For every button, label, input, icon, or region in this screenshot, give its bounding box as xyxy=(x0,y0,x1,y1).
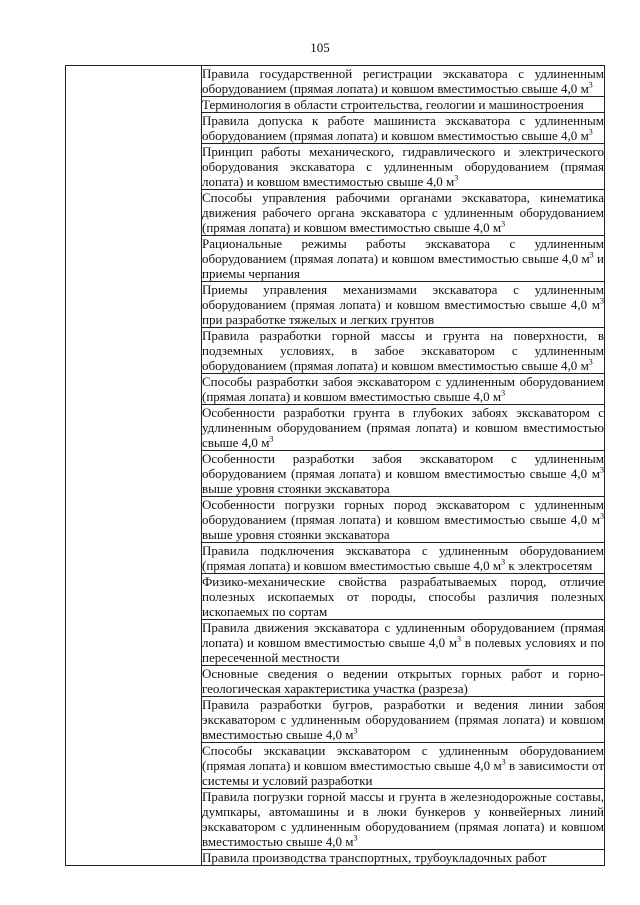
list-item xyxy=(202,144,604,190)
unit-exponent: 3 xyxy=(600,296,604,306)
unit-label: $м^3$ xyxy=(257,434,274,450)
list-item-continuation: выше уровня стоянки экскаватора xyxy=(202,527,390,542)
unit-label: $м^3$ xyxy=(442,173,459,189)
list-item-text: Особенности разработки грунта в глубоких забоях экскаватором с удлиненным оборудованием (прямая лопата) и ковшом вместимостью свыше 4,0 xyxy=(202,405,604,450)
list-item-text: Принцип работы механического, гидравлического и электрического оборудования экскаватора с удлиненным оборудованием (прямая лопата) и ковшом вместимостью свыше 4,0 xyxy=(202,144,604,189)
list-item xyxy=(202,574,604,620)
table-row xyxy=(66,66,605,866)
unit-exponent: 3 xyxy=(457,634,462,644)
list-item-continuation: и приемы черпания xyxy=(202,251,604,281)
list-item-continuation: при разработке тяжелых и легких грунтов xyxy=(202,312,435,327)
list-item-text: Правила государственной регистрации экскаватора с удлиненным оборудованием (прямая лопата) и ковшом вместимостью свыше 4,0 xyxy=(202,66,604,96)
unit-label: $м^3$ xyxy=(577,127,593,143)
list-item xyxy=(202,666,604,697)
unit-label: $м^3$ xyxy=(445,634,462,650)
empty-left-cell xyxy=(66,66,202,866)
list-item-text: Физико-механические свойства разрабатываемых пород, отличие полезных ископаемых от породы, способы различия полезных ископаемых по сортам xyxy=(202,574,604,619)
list-item-text: Особенности погрузки горных пород экскаватором с удлиненным оборудованием (прямая лопата) и ковшом вместимостью свыше 4,0 xyxy=(202,497,604,527)
list-item-text: Правила погрузки горной массы и грунта в железнодорожные составы, думпкары, автомашины и в люки бункеров у конвейерных линий экскаватором с удлиненным оборудованием (прямая лопата) и ковшом вместимостью свыше 4,0 xyxy=(202,789,604,849)
list-item-continuation: выше уровня стоянки экскаватора xyxy=(202,481,390,496)
unit-label: $м^3$ xyxy=(587,511,604,527)
list-item-text: Правила разработки горной массы и грунта на поверхности, в подземных условиях, в забое экскаватором с удлиненным оборудованием (прямая лопата) и ковшом вместимостью свыше 4,0 xyxy=(202,328,604,373)
list-item-text: Терминология в области строительства, геологии и машиностроения xyxy=(202,97,584,112)
list-item xyxy=(202,543,604,574)
unit-label: $м^3$ xyxy=(578,250,594,266)
list-item-continuation: к электросетям xyxy=(505,558,593,573)
list-item xyxy=(202,328,604,374)
unit-label: $м^3$ xyxy=(490,757,506,773)
unit-label: $м^3$ xyxy=(577,80,593,96)
unit-label: $м^3$ xyxy=(341,726,358,742)
requirements-table xyxy=(65,65,605,866)
unit-label: $м^3$ xyxy=(489,557,506,573)
list-item-text: Правила производства транспортных, трубоукладочных работ xyxy=(202,850,547,865)
list-item-text: Приемы управления механизмами экскаватора с удлиненным оборудованием (прямая лопата) и ковшом вместимостью свыше 4,0 xyxy=(202,282,604,312)
list-item-text: Рациональные режимы работы экскаватора с удлиненным оборудованием (прямая лопата) и ковшом вместимостью свыше 4,0 xyxy=(202,236,604,266)
list-item xyxy=(202,620,604,666)
list-item-text: Особенности разработки забоя экскаватором с удлиненным оборудованием (прямая лопата) и ковшом вместимостью свыше 4,0 xyxy=(202,451,604,481)
list-item xyxy=(202,113,604,144)
unit-label: $м^3$ xyxy=(341,833,358,849)
list-item-text: Правила подключения экскаватора с удлиненным оборудованием (прямая лопата) и ковшом вместимостью свыше 4,0 xyxy=(202,543,604,573)
list-item-continuation: в полевых условиях и по пересеченной местности xyxy=(202,635,604,665)
list-item-continuation: в зависимости от системы и условий разработки xyxy=(202,758,604,788)
unit-exponent: 3 xyxy=(501,757,506,767)
list-item xyxy=(202,66,604,97)
list-item xyxy=(202,789,604,850)
list-item-text: Правила разработки бугров, разработки и ведения линии забоя экскаватором с удлиненным оборудованием (прямая лопата) и ковшом вместимостью свыше 4,0 xyxy=(202,697,604,742)
knowledge-list xyxy=(202,66,604,865)
unit-exponent: 3 xyxy=(353,833,358,843)
unit-label: $м^3$ xyxy=(587,465,604,481)
knowledge-cell xyxy=(202,66,605,866)
list-item xyxy=(202,374,604,405)
unit-exponent: 3 xyxy=(501,219,506,229)
list-item xyxy=(202,282,604,328)
list-item xyxy=(202,850,604,865)
page-number: 105 xyxy=(310,40,330,55)
list-item-text: Основные сведения о ведении открытых горных работ и горно-геологическая характеристика участка (разреза) xyxy=(202,666,604,696)
list-item xyxy=(202,97,604,113)
unit-exponent: 3 xyxy=(588,80,593,90)
list-item xyxy=(202,451,604,497)
list-item xyxy=(202,405,604,451)
list-item xyxy=(202,236,604,282)
unit-exponent: 3 xyxy=(589,250,594,260)
unit-exponent: 3 xyxy=(501,388,506,398)
unit-exponent: 3 xyxy=(588,357,593,367)
unit-exponent: 3 xyxy=(600,511,604,521)
unit-exponent: 3 xyxy=(454,173,459,183)
list-item-text: Способы управления рабочими органами экскаватора, кинематика движения рабочего органа экскаватора с удлиненным оборудованием (прямая лопата) и ковшом вместимостью свыше 4,0 xyxy=(202,190,604,235)
unit-label: $м^3$ xyxy=(489,219,506,235)
list-item-text: Способы разработки забоя экскаватором с удлиненным оборудованием (прямая лопата) и ковшом вместимостью свыше 4,0 xyxy=(202,374,604,404)
unit-exponent: 3 xyxy=(269,434,274,444)
unit-exponent: 3 xyxy=(353,726,358,736)
list-item xyxy=(202,743,604,789)
list-item-text: Правила движения экскаватора с удлиненным оборудованием (прямая лопата) и ковшом вместимостью свыше 4,0 xyxy=(202,620,604,650)
list-item xyxy=(202,697,604,743)
unit-label: $м^3$ xyxy=(587,296,604,312)
unit-label: $м^3$ xyxy=(577,357,593,373)
unit-exponent: 3 xyxy=(600,465,604,475)
list-item xyxy=(202,190,604,236)
unit-exponent: 3 xyxy=(501,557,506,567)
list-item-text: Правила допуска к работе машиниста экскаватора с удлиненным оборудованием (прямая лопата) и ковшом вместимостью свыше 4,0 xyxy=(202,113,604,143)
unit-label: $м^3$ xyxy=(489,388,506,404)
list-item-text: Способы экскавации экскаватором с удлиненным оборудованием (прямая лопата) и ковшом вместимостью свыше 4,0 xyxy=(202,743,604,773)
unit-exponent: 3 xyxy=(588,127,593,137)
list-item xyxy=(202,497,604,543)
